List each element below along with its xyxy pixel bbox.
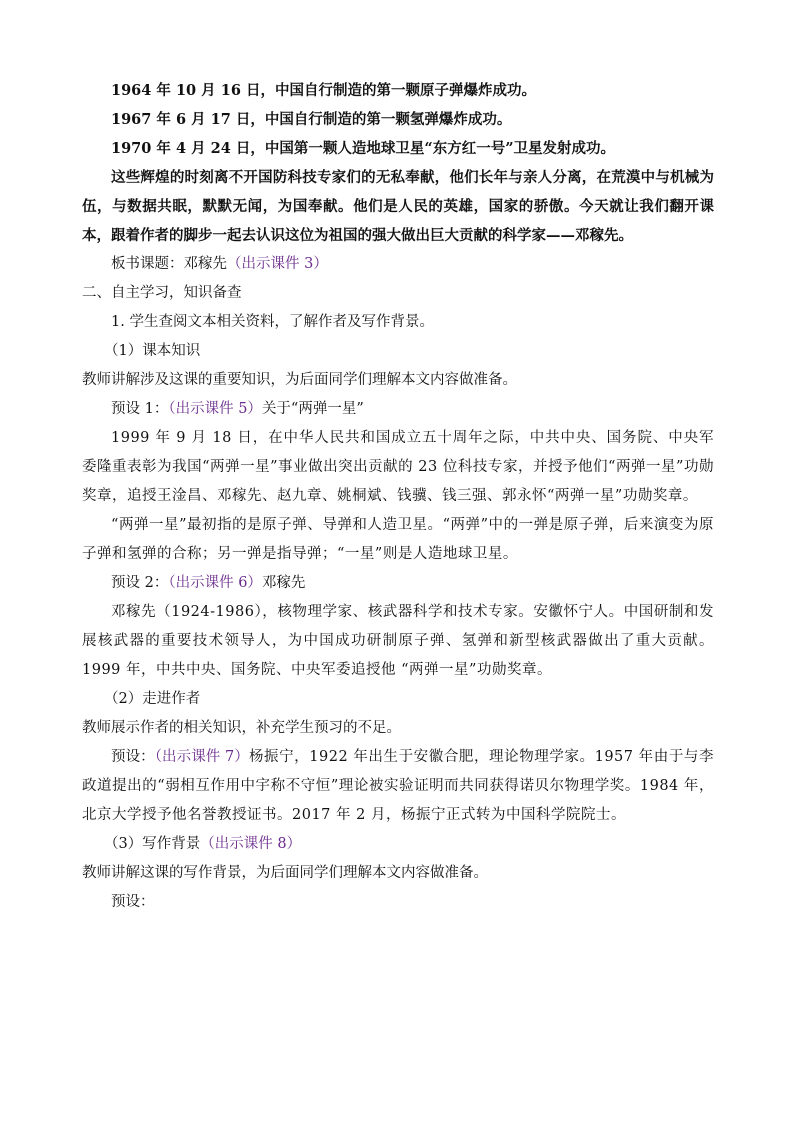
courseware-ref-3: （出示课件 3）: [227, 256, 328, 272]
courseware-ref-5: （出示课件 5）: [168, 401, 262, 417]
preset-2: [82, 569, 714, 598]
teacher-explain-3: 教师讲解这课的写作背景，为后面同学们理解本文内容做准备。: [82, 865, 488, 881]
subheading-author: （2）走进作者: [104, 691, 201, 707]
section-heading-2: 二、自主学习，知识备查: [82, 285, 242, 301]
courseware-ref-6: （出示课件 6）: [168, 575, 262, 591]
liangdan-definition: “两弹一星”最初指的是原子弹、导弹和人造卫星。“两弹”中的一弹是原子弹，后来演变为原子弹和氢弹的合称；另一弹是指导弹；“一星”则是人造地球卫星。: [82, 517, 714, 562]
subheading-background-text: （3）写作背景: [104, 836, 201, 852]
courseware-ref-7: （出示课件 7）: [154, 749, 249, 765]
board-title: [82, 250, 714, 279]
preset-author-label: 预设：: [111, 749, 155, 765]
event-1967: 1967 年 6 月 17 日，中国自行制造的第一颗氢弹爆炸成功。: [111, 111, 512, 128]
deng-jiaxian-bio: 邓稼先（1924-1986），核物理学家、核武器科学和技术专家。安徽怀宁人。中国研制和发展核武器的重要技术领导人，为中国成功研制原子弹、氢弹和新型核武器做出了重大贡献。1999 年，中共中央、国务院、中央军委追授他 “两弹一星”功勋奖章。: [82, 604, 714, 678]
document-body: [82, 76, 714, 917]
preset-1: [82, 395, 714, 424]
preset-2-topic: 邓稼先: [261, 575, 306, 591]
preset-background: 预设：: [111, 894, 155, 910]
liangdan-yixing-paragraph: 1999 年 9 月 18 日，在中华人民共和国成立五十周年之际，中共中央、国务院、中央军委隆重表彰为我国“两弹一星”事业做出突出贡献的 23 位科技专家，并授予他们“两弹一星”功勋奖章，追授王淦昌、邓稼先、赵九章、姚桐斌、钱骥、钱三强、郭永怀“两弹一星”功勋奖章。: [82, 430, 714, 504]
yang-zhenning-bio: 杨振宁，1922 年出生于安徽合肥，理论物理学家。1957 年由于与李政道提出的“弱相互作用中宇称不守恒”理论被实验证明而共同获得诺贝尔物理学奖。1984 年，北京大学授予他名誉教授证书。2017 年 2 月，杨振宁正式转为中国科学院院士。: [82, 749, 714, 823]
subheading-background: [82, 830, 714, 859]
teacher-explain-1: 教师讲解涉及这课的重要知识，为后面同学们理解本文内容做准备。: [82, 372, 517, 388]
board-title-text: 板书课题：邓稼先: [111, 256, 227, 272]
courseware-ref-8: （出示课件 8）: [200, 836, 302, 852]
preset-2-label: 预设 2：: [111, 575, 169, 591]
preset-1-label: 预设 1：: [111, 401, 169, 417]
intro-paragraph: 这些辉煌的时刻离不开国防科技专家们的无私奉献，他们长年与亲人分离，在荒漠中与机械为伍，与数据共眠，默默无闻，为国奉献。他们是人民的英雄，国家的骄傲。今天就让我们翻开课本，跟着作者的脚步一起去认识这位为祖国的强大做出巨大贡献的科学家——邓稼先。: [82, 169, 714, 244]
subheading-textbook-knowledge: （1）课本知识: [104, 343, 201, 359]
task-1: 1. 学生查阅文本相关资料，了解作者及写作背景。: [111, 314, 434, 330]
event-1970: 1970 年 4 月 24 日，中国第一颗人造地球卫星“东方红一号”卫星发射成功。: [111, 140, 616, 157]
teacher-explain-2: 教师展示作者的相关知识，补充学生预习的不足。: [82, 720, 401, 736]
preset-1-topic: 关于“两弹一星”: [261, 401, 364, 417]
event-1964: 1964 年 10 月 16 日，中国自行制造的第一颗原子弹爆炸成功。: [111, 82, 536, 99]
preset-author: [82, 743, 714, 830]
